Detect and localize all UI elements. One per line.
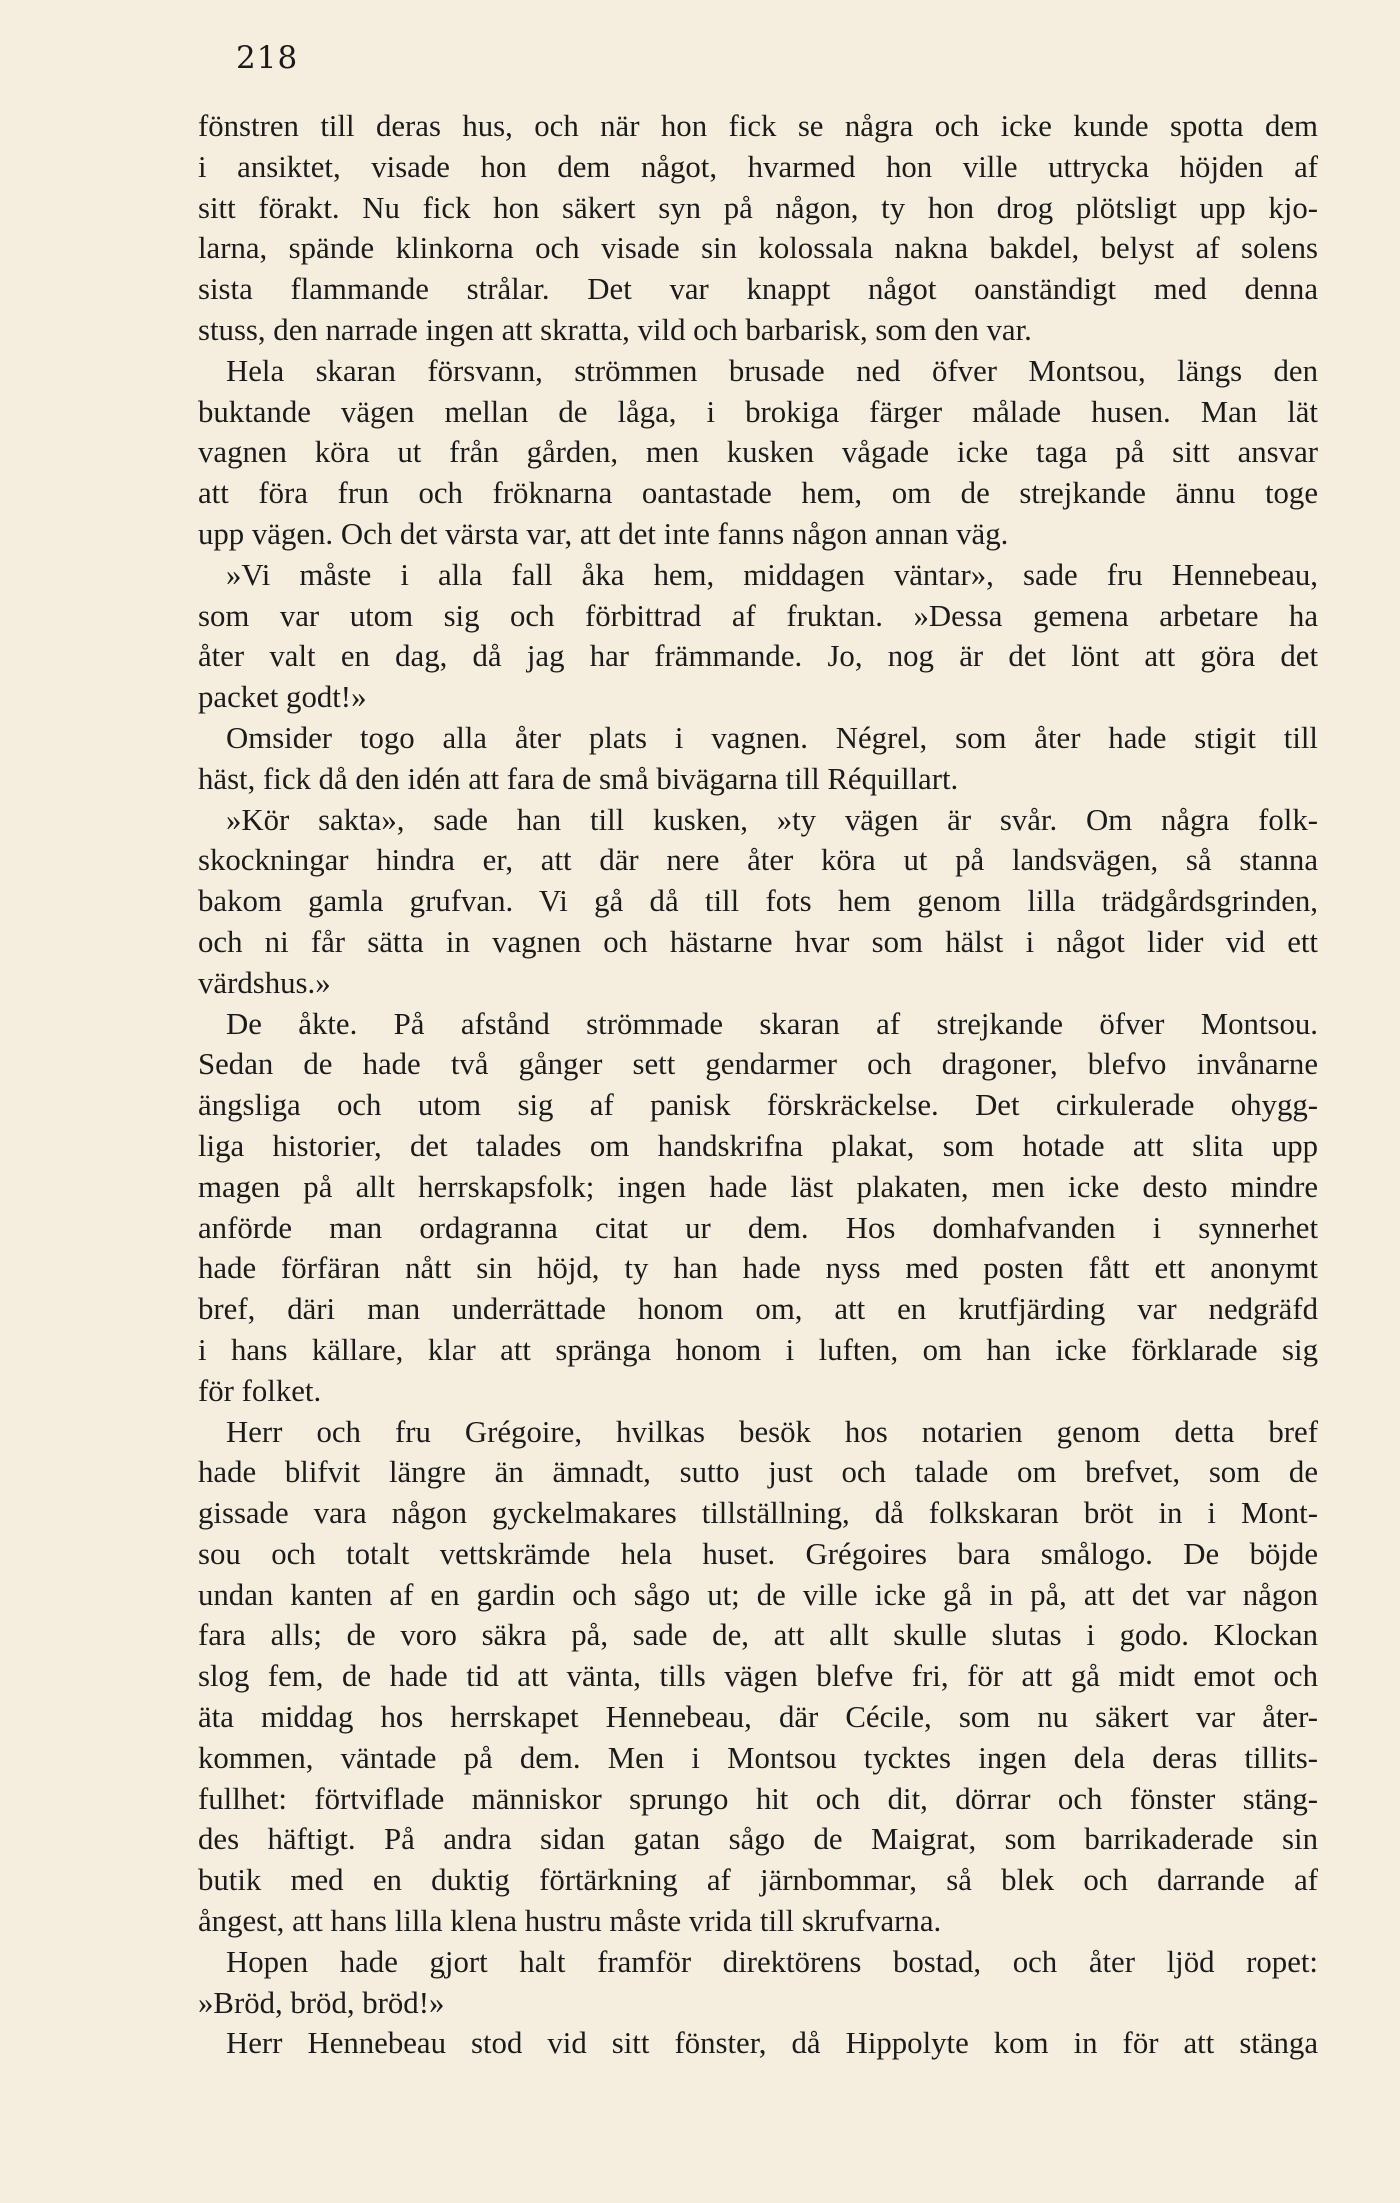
text-line: bref, däri man underrättade honom om, att en krutfjärding var nedgräfd [198, 1292, 1318, 1327]
text-line: Hela skaran försvann, strömmen brusade ned öfver Montsou, längs den [226, 353, 1318, 388]
text-line: stuss, den narrade ingen att skratta, vild och barbarisk, som den var. [198, 312, 1032, 347]
text-line: hade förfäran nått sin höjd, ty han hade nyss med posten fått ett anonymt [198, 1251, 1318, 1286]
text-line: kommen, väntade på dem. Men i Montsou tycktes ingen dela deras tillits- [198, 1740, 1318, 1775]
text-line: buktande vägen mellan de låga, i brokiga färger målade husen. Man lät [198, 394, 1318, 429]
text-line: ångest, att hans lilla klena hustru måste vrida till skrufvarna. [198, 1904, 942, 1939]
text-line: äta middag hos herrskapet Hennebeau, där Cécile, som nu säkert var åter- [198, 1700, 1318, 1735]
text-line: liga historier, det talades om handskrifna plakat, som hotade att slita upp [198, 1128, 1318, 1163]
text-line: bakom gamla grufvan. Vi gå då till fots hem genom lilla trädgårdsgrinden, [198, 884, 1318, 919]
text-line: Herr och fru Grégoire, hvilkas besök hos notarien genom detta bref [226, 1414, 1318, 1449]
text-line: upp vägen. Och det värsta var, att det inte fanns någon annan väg. [198, 516, 1009, 551]
text-line: sista flammande strålar. Det var knappt något oanständigt med denna [198, 272, 1318, 307]
text-line: »Vi måste i alla fall åka hem, middagen väntar», sade fru Hennebeau, [226, 557, 1318, 592]
text-line: och ni får sätta in vagnen och hästarne hvar som hälst i något lider vid ett [198, 924, 1318, 959]
text-line: Omsider togo alla åter plats i vagnen. Négrel, som åter hade stigit till [226, 720, 1318, 755]
text-line: värdshus.» [198, 965, 331, 1000]
page-number: 218 [236, 40, 299, 76]
text-line: för folket. [198, 1373, 322, 1408]
text-line: Sedan de hade två gånger sett gendarmer och dragoner, blefvo invånarne [198, 1047, 1318, 1082]
text-line: ängsliga och utom sig af panisk förskräckelse. Det cirkulerade ohygg- [198, 1088, 1318, 1123]
text-line: larna, spände klinkorna och visade sin kolossala nakna bakdel, belyst af solens [198, 231, 1318, 266]
text-line: fullhet: förtviflade människor sprungo hit och dit, dörrar och fönster stäng- [198, 1781, 1318, 1816]
text-line: hade blifvit längre än ämnadt, sutto just och talade om brefvet, som de [198, 1455, 1318, 1490]
text-line: slog fem, de hade tid att vänta, tills vägen blefve fri, för att gå midt emot och [198, 1659, 1318, 1694]
text-line: som var utom sig och förbittrad af fruktan. »Dessa gemena arbetare ha [198, 598, 1318, 633]
text-line: att föra frun och fröknarna oantastade hem, om de strejkande ännu toge [198, 476, 1318, 511]
text-line: vagnen köra ut från gården, men kusken vågade icke taga på sitt ansvar [198, 435, 1318, 470]
body-text [198, 106, 1318, 2064]
text-line: fara alls; de voro säkra på, sade de, att allt skulle slutas i godo. Klockan [198, 1618, 1318, 1653]
text-line: De åkte. På afstånd strömmade skaran af strejkande öfver Montsou. [226, 1006, 1318, 1041]
text-line: »Kör sakta», sade han till kusken, »ty vägen är svår. Om några folk- [226, 802, 1318, 837]
text-line: häst, fick då den idén att fara de små bivägarna till Réquillart. [198, 761, 959, 796]
text-line: sitt förakt. Nu fick hon säkert syn på någon, ty hon drog plötsligt upp kjo- [198, 190, 1318, 225]
text-line: Herr Hennebeau stod vid sitt fönster, då Hippolyte kom in för att stänga [226, 2026, 1318, 2061]
text-line: »Bröd, bröd, bröd!» [198, 1985, 445, 2020]
text-line: undan kanten af en gardin och sågo ut; de ville icke gå in på, att det var någon [198, 1577, 1318, 1612]
text-line: åter valt en dag, då jag har främmande. Jo, nog är det lönt att göra det [198, 639, 1318, 674]
text-line: gissade vara någon gyckelmakares tillställning, då folkskaran bröt in i Mont- [198, 1496, 1318, 1531]
text-line: skockningar hindra er, att där nere åter köra ut på landsvägen, så stanna [198, 843, 1318, 878]
text-line: packet godt!» [198, 680, 367, 715]
text-line: Hopen hade gjort halt framför direktörens bostad, och åter ljöd ropet: [226, 1944, 1318, 1979]
text-line: butik med en duktig förtärkning af järnbommar, så blek och darrande af [198, 1863, 1318, 1898]
text-line: i ansiktet, visade hon dem något, hvarmed hon ville uttrycka höjden af [198, 149, 1318, 184]
text-line: sou och totalt vettskrämde hela huset. Grégoires bara smålogo. De böjde [198, 1536, 1318, 1571]
text-line: i hans källare, klar att spränga honom i luften, om han icke förklarade sig [198, 1332, 1318, 1367]
text-line: magen på allt herrskapsfolk; ingen hade läst plakaten, men icke desto mindre [198, 1169, 1318, 1204]
text-line: fönstren till deras hus, och när hon fick se några och icke kunde spotta dem [198, 109, 1318, 143]
text-line: des häftigt. På andra sidan gatan sågo de Maigrat, som barrikaderade sin [198, 1822, 1318, 1857]
text-line: anförde man ordagranna citat ur dem. Hos domhafvanden i synnerhet [198, 1210, 1318, 1245]
